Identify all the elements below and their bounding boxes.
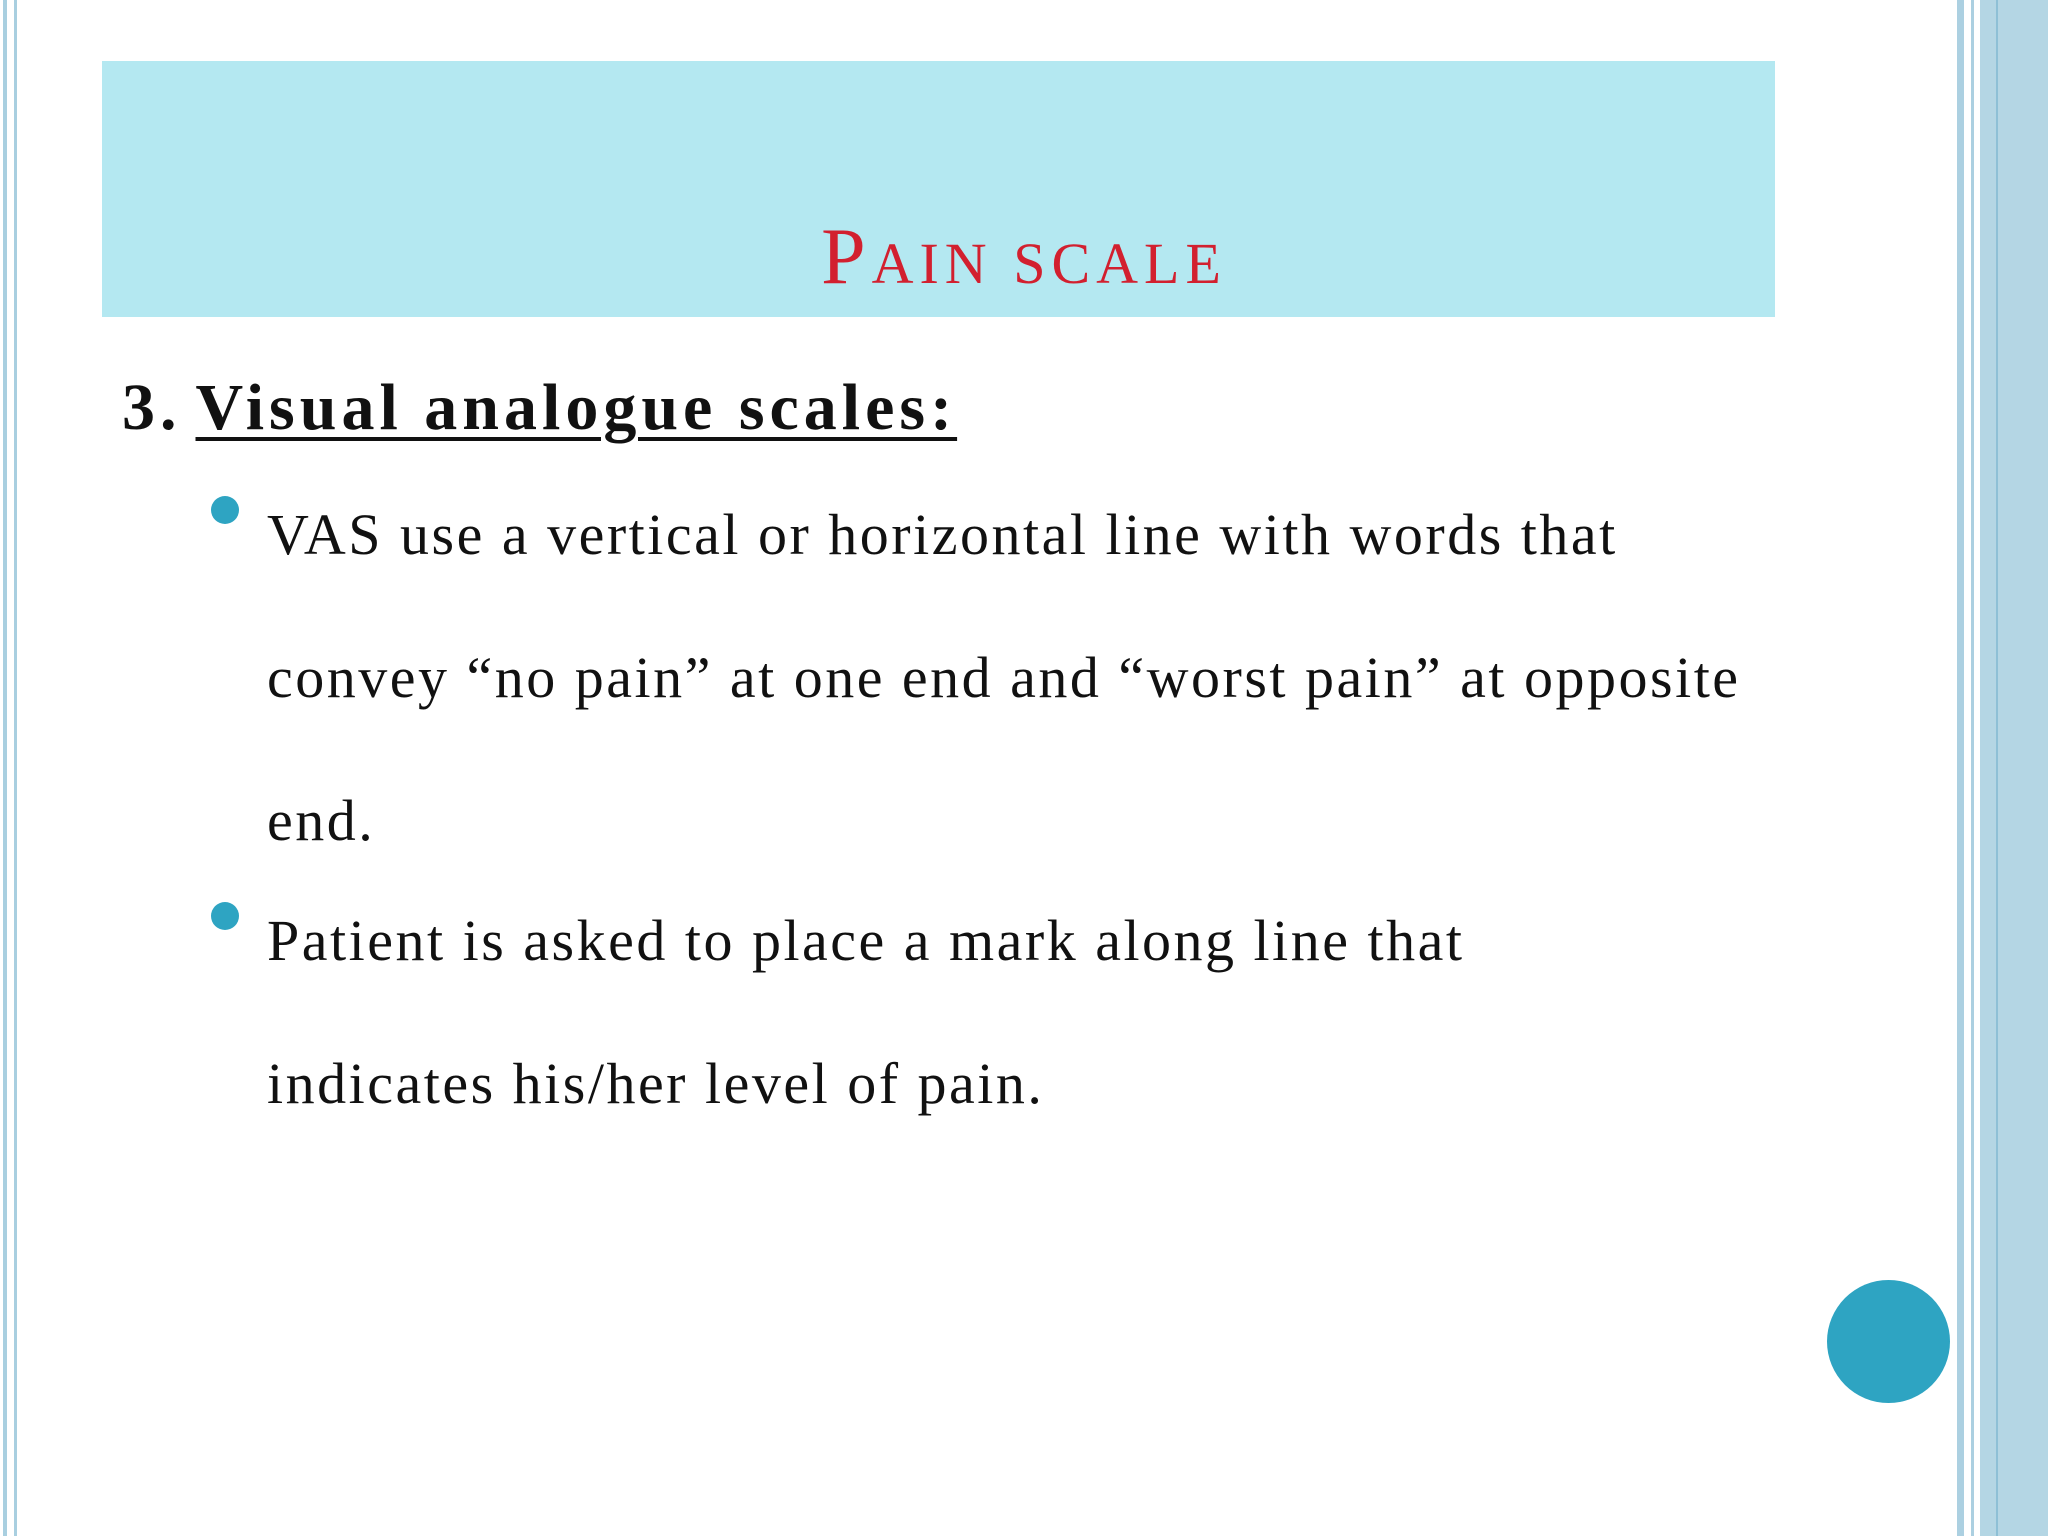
section-number: 3. [122, 371, 182, 444]
bullet-item [200, 463, 1760, 892]
bullet-text: Patient is asked to place a mark along line that indicates his/her level of pain. [267, 908, 1465, 1116]
slide-title-rest: AIN SCALE [871, 231, 1227, 296]
bullet-list [200, 500, 1760, 1169]
decorative-circle [1827, 1280, 1950, 1403]
bullet-item [200, 869, 1760, 1155]
slide-title-initial: P [821, 213, 872, 301]
bullet-text: VAS use a vertical or horizontal line with words that convey “no pain” at one end and “worst pain” at opposite end. [267, 502, 1741, 853]
section-heading-text: Visual analogue scales: [195, 371, 958, 444]
slide-title [0, 212, 2048, 303]
bullet-dot-icon [211, 496, 239, 524]
bullet-dot-icon [211, 902, 239, 930]
section-heading [122, 370, 957, 446]
